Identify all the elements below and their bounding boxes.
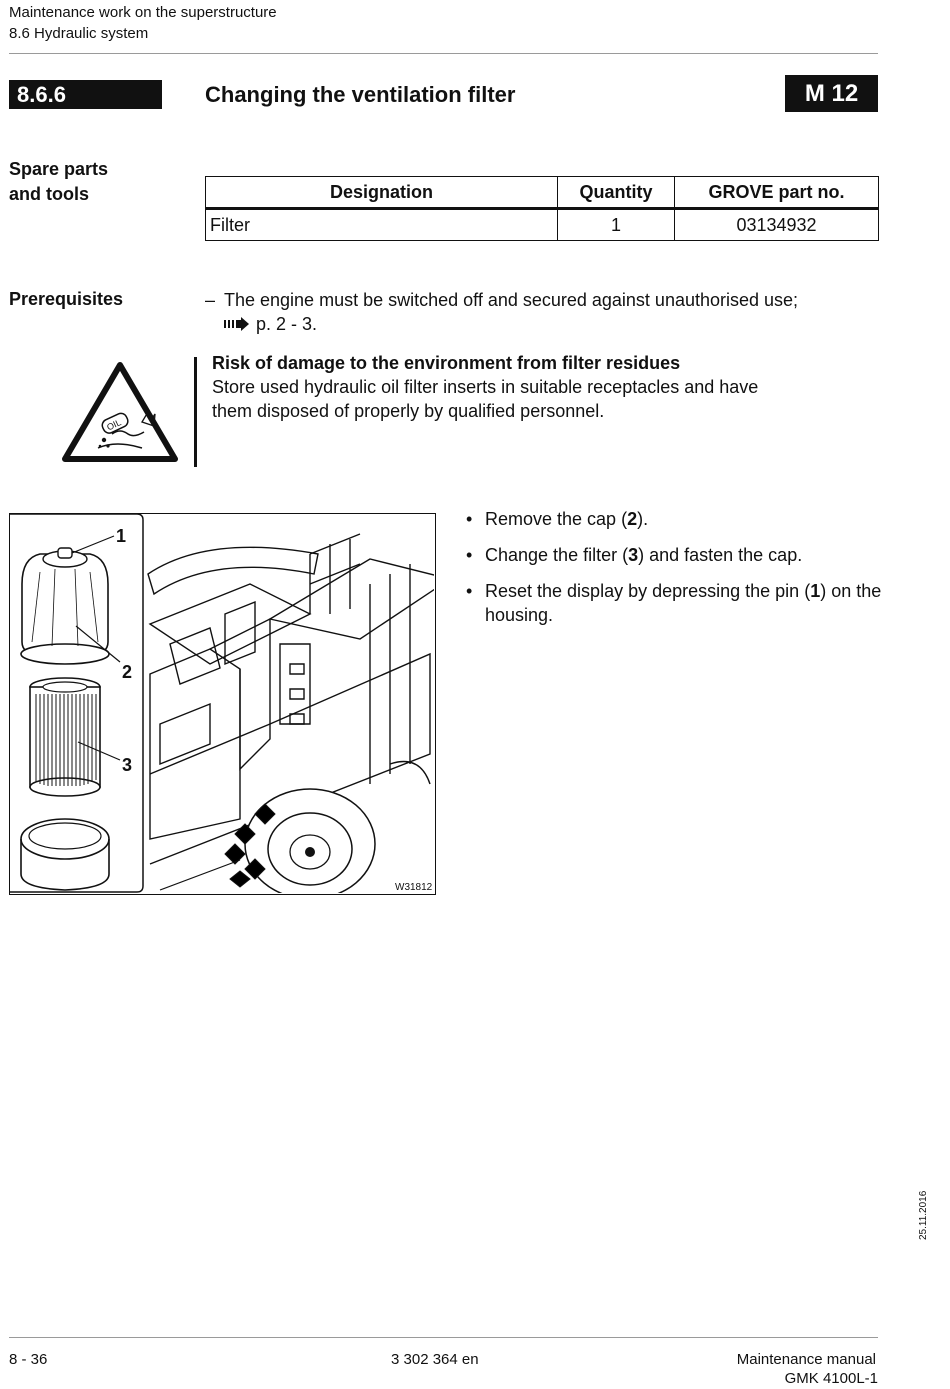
step-text: Change the filter ( [485, 545, 629, 565]
step-text-end: ) and fasten the cap. [638, 545, 803, 565]
header-section: 8.6 Hydraulic system [9, 25, 149, 42]
filter-cap-drawing [21, 548, 109, 664]
cross-reference-arrow-icon [224, 317, 252, 331]
prerequisite-text: The engine must be switched off and secured against unauthorised use; [224, 290, 799, 310]
environment-warning-triangle-icon [60, 360, 180, 464]
warning-text-line2: them disposed of properly by qualified personnel. [212, 401, 605, 421]
instruction-steps [466, 507, 885, 639]
page-number: 8 - 36 [9, 1351, 48, 1368]
filter-insert-drawing [30, 678, 100, 796]
column-header-designation: Designation [206, 177, 558, 209]
model-name: GMK 4100L-1 [784, 1370, 878, 1387]
list-item [466, 507, 885, 531]
section-title: Changing the ventilation filter [205, 82, 516, 107]
reference-page: p. 2 - 3. [256, 314, 318, 334]
callout-1: 1 [116, 526, 127, 546]
revision-date: 25.11.2016 [918, 1190, 929, 1240]
callout-3: 3 [122, 755, 133, 775]
warning-bar [194, 357, 197, 467]
section-number: 8.6.6 [9, 80, 162, 109]
list-item [466, 579, 885, 627]
section-code-badge: M 12 [785, 75, 878, 112]
prerequisite-reference[interactable] [224, 312, 317, 336]
step-text: Remove the cap ( [485, 509, 628, 529]
filter-housing-drawing [21, 819, 109, 890]
cell-part-no: 03134932 [675, 209, 879, 241]
ventilation-filter-figure [9, 513, 436, 895]
step-ref-number: 3 [628, 545, 639, 565]
spare-parts-label-line2: and tools [9, 184, 89, 204]
document-number: 3 302 364 en [391, 1351, 479, 1368]
prerequisites-label: Prerequisites [9, 289, 124, 309]
table-row [206, 209, 879, 241]
prerequisite-dash: – [205, 290, 216, 310]
warning-title: Risk of damage to the environment from filter residues [212, 353, 681, 373]
column-header-quantity: Quantity [558, 177, 675, 209]
crane-wheel-drawing [160, 789, 375, 893]
crane-illustration [10, 514, 434, 893]
warning-text-line1: Store used hydraulic oil filter inserts in suitable receptacles and have [212, 377, 759, 397]
spare-parts-table [205, 176, 879, 241]
step-text: Reset the display by depressing the pin ( [485, 581, 811, 601]
step-text-end: ) on the housing. [485, 581, 882, 625]
manual-title: Maintenance manual [736, 1351, 876, 1368]
column-header-part-no: GROVE part no. [675, 177, 879, 209]
spare-parts-label-line1: Spare parts [9, 159, 109, 179]
step-text-end: ). [637, 509, 649, 529]
list-item [466, 543, 885, 567]
figure-id: W31812 [395, 882, 433, 893]
cell-quantity: 1 [558, 209, 675, 241]
cell-designation: Filter [206, 209, 558, 241]
callout-2: 2 [122, 662, 133, 682]
header-rule [9, 53, 878, 54]
warning-icon-text: OIL [105, 417, 123, 433]
footer-rule [9, 1337, 878, 1338]
step-ref-number: 2 [627, 509, 638, 529]
table-header-row [206, 177, 879, 209]
header-chapter: Maintenance work on the superstructure [9, 4, 277, 21]
spare-parts-label [9, 157, 108, 207]
step-ref-number: 1 [810, 581, 821, 601]
